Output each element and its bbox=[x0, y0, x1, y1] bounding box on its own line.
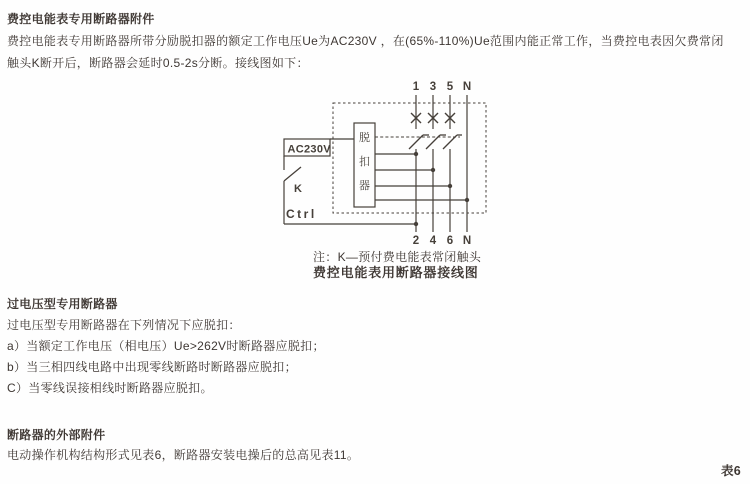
trip-unit-char: 扣 bbox=[359, 156, 370, 168]
wiring-diagram bbox=[270, 78, 505, 250]
section3-heading: 断路器的外部附件 bbox=[7, 428, 106, 442]
list-item-b: b）当三相四线电路中出现零线断路时断路器应脱扣； bbox=[7, 360, 297, 374]
diagram-note: 注：K—预付费电能表常闭触头 bbox=[313, 250, 482, 264]
list-item-a: a）当额定工作电压（相电压）Ue>262V时断路器应脱扣； bbox=[7, 339, 325, 353]
k-contact-label: K bbox=[294, 183, 303, 195]
section2-intro: 过电压型专用断路器在下列情况下应脱扣： bbox=[7, 318, 241, 332]
top-terminal-labels bbox=[413, 81, 471, 93]
section1-heading: 费控电能表专用断路器附件 bbox=[7, 12, 155, 26]
table-ref: 表6 bbox=[721, 464, 742, 478]
trip-unit-wires bbox=[375, 154, 467, 200]
terminal-label: N bbox=[462, 235, 472, 247]
trip-unit-char: 脱 bbox=[359, 132, 370, 144]
junction-dots bbox=[414, 152, 469, 226]
terminal-label: N bbox=[462, 81, 472, 93]
bottom-terminal-labels bbox=[413, 235, 471, 247]
terminal-label: 3 bbox=[429, 81, 437, 93]
terminal-label: 5 bbox=[446, 81, 454, 93]
supply-label: AC230V bbox=[287, 143, 331, 156]
terminal-label: 2 bbox=[412, 235, 420, 247]
section1-line1: 费控电能表专用断路器所带分励脱扣器的额定工作电压Ue为AC230V ，在(65%-110%)Ue范围内能正常工作，当费控电表因欠费常闭 bbox=[7, 34, 724, 48]
list-item-c: C）当零线误接相线时断路器应脱扣。 bbox=[7, 381, 213, 395]
terminal-label: 6 bbox=[446, 235, 454, 247]
section2-heading: 过电压型专用断路器 bbox=[7, 297, 118, 311]
section3-body: 电动操作机构结构形式见表6，断路器安装电操后的总高见表11。 bbox=[7, 448, 360, 462]
terminal-label: 4 bbox=[429, 235, 437, 247]
section1-line2: 触头K断开后，断路器会延时0.5-2s分断。接线图如下： bbox=[7, 56, 309, 70]
terminal-label: 1 bbox=[412, 81, 420, 93]
ctrl-label: Ctrl bbox=[286, 207, 317, 221]
diagram-title: 费控电能表用断路器接线图 bbox=[313, 265, 479, 280]
trip-unit-char: 器 bbox=[359, 180, 370, 192]
pole-lines bbox=[416, 95, 467, 232]
